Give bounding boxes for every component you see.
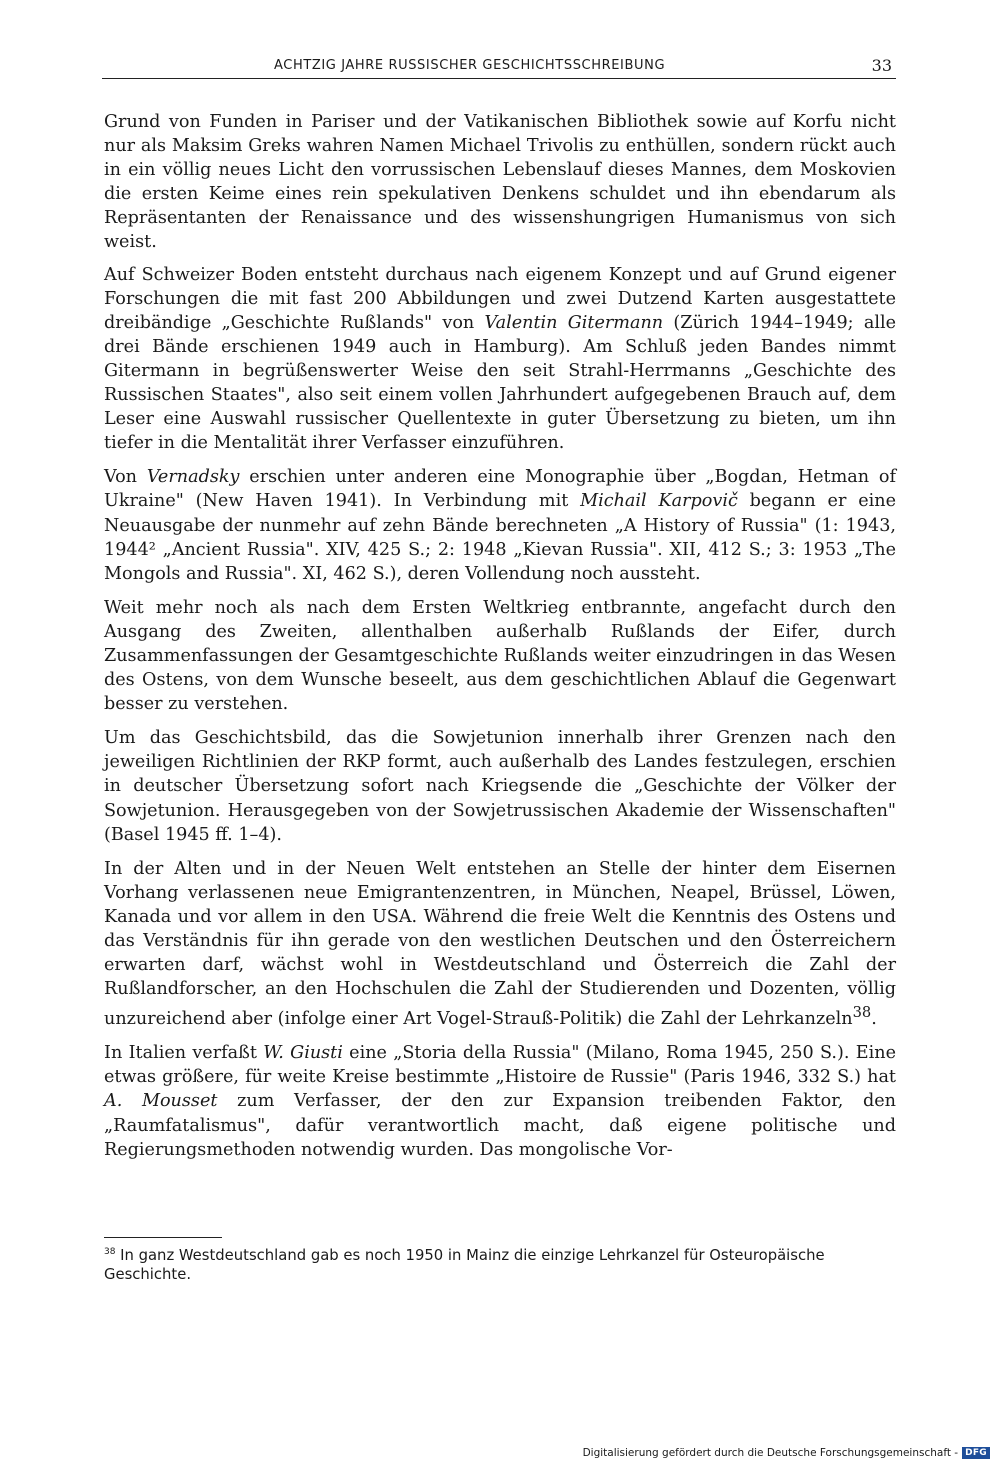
- running-head: ACHTZIG JAHRE RUSSISCHER GESCHICHTSSCHREIBUNG: [274, 58, 666, 73]
- footnote-divider: [104, 1237, 222, 1238]
- paragraph-4: Weit mehr noch als nach dem Ersten Weltkrieg entbrannte, angefacht durch den Ausgang des Zweiten, allenthalben außerhalb Rußlands der Eifer, durch Zusammenfassungen der Gesamtgeschichte Rußlands weiter einzudringen in das Wesen des Ostens, von dem Wunsche beseelt, aus dem geschichtlichen Ablauf die Gegenwart besser zu verstehen.: [104, 597, 896, 715]
- paragraph-1: Grund von Funden in Pariser und der Vatikanischen Bibliothek sowie auf Korfu nicht nur als Maksim Greks wahren Namen Michael Trivolis zu enthüllen, sondern rückt auch in ein völlig neues Licht den vorrussischen Lebenslauf dieses Mannes, dem Moskovien die ersten Keime eines rein spekulativen Denkens schuldet und ihn ebendarum als Repräsentanten der Renaissance und des wissenshungrigen Humanismus von sich weist.: [104, 112, 896, 253]
- author-name: Valentin Gitermann: [484, 312, 664, 333]
- page-number: 33: [871, 56, 892, 75]
- paragraph-5: Um das Geschichtsbild, das die Sowjetunion innerhalb ihrer Grenzen nach den jeweiligen Richtlinien der RKP formt, auch außerhalb des Landes festzulegen, erschien in deutscher Übersetzung sofort nach Kriegsende die „Geschichte der Völker der Sowjetunion. Herausgegeben von der Sowjetrussischen Akademie der Wissenschaften" (Basel 1945 ff. 1–4).: [104, 728, 896, 845]
- dfg-logo: DFG: [962, 1447, 990, 1459]
- paragraph-3: Von Vernadsky erschien unter anderen eine Monographie über „Bogdan, Hetman of Ukraine" (New Haven 1941). In Verbindung mit Michail Karpovič begann er eine Neuausgabe der nunmehr auf zehn Bände berechneten „A History of Russia" (1: 1943, 1944² „Ancient Russia". XIV, 425 S.; 2: 1948 „Kievan Russia". XII, 412 S.; 3: 1953 „The Mongols and Russia". XI, 462 S.), deren Vollendung noch aussteht.: [104, 467, 896, 584]
- footnote-reference[interactable]: 38: [852, 1004, 872, 1022]
- main-text: [104, 110, 896, 1172]
- author-name: W. Giusti: [263, 1043, 343, 1064]
- credit-text: Digitalisierung gefördert durch die Deutsche Forschungsgemeinschaft -: [582, 1447, 959, 1459]
- footnote: [104, 1243, 896, 1285]
- author-name: Vernadsky: [146, 467, 240, 488]
- page-header: [102, 56, 896, 79]
- paragraph-6: In der Alten und in der Neuen Welt entstehen an Stelle der hinter dem Eisernen Vorhang verlassenen neue Emigrantenzentren, in München, Neapel, Brüssel, Löwen, Kanada und vor allem in den USA. Während die freie Welt die Kenntnis des Ostens und das Verständnis für ihn gerade von den westlichen Deutschen und den Österreichern erwarten darf, wächst wohl in Westdeutschland und Österreich die Zahl der Rußlandforscher, an den Hochschulen die Zahl der Studierenden und Dozenten, völlig unzureichend aber (infolge einer Art Vogel-Strauß-Politik) die Zahl der Lehrkanzeln$^{38}$.: [104, 858, 896, 1030]
- footnote-text: In ganz Westdeutschland gab es noch 1950 in Mainz die einzige Lehrkanzel für Osteuropäische Geschichte.: [104, 1246, 825, 1284]
- footnote-number: 38: [104, 1247, 116, 1257]
- author-name: Michail Karpovič: [580, 491, 738, 512]
- digitization-credit: [583, 1447, 990, 1459]
- author-name: A. Mousset: [104, 1091, 218, 1112]
- paragraph-7: In Italien verfaßt W. Giusti eine „Storia della Russia" (Milano, Roma 1945, 250 S.). Eine etwas größere, für weite Kreise bestimmte „Histoire de Russie" (Paris 1946, 332 S.) hat A. Mousset zum Verfasser, der den zur Expansion treibenden Faktor, den „Raumfatalismus", dafür verantwortlich macht, daß eigene politische und Regierungsmethoden notwendig wurden. Das mongolische Vor-: [104, 1043, 896, 1160]
- paragraph-2: Auf Schweizer Boden entsteht durchaus nach eigenem Konzept und auf Grund eigener Forschungen die mit fast 200 Abbildungen und zwei Dutzend Karten ausgestattete dreibändige „Geschichte Rußlands" von Valentin Gitermann (Zürich 1944–1949; alle drei Bände erschienen 1949 auch in Hamburg). Am Schluß jeden Bandes nimmt Gitermann in begrüßenswerter Weise den seit Strahl-Herrmanns „Geschichte des Russischen Staates", also seit einem vollen Jahrhundert aufgegebenen Brauch auf, dem Leser eine Auswahl russischer Quellentexte in guter Übersetzung zu bieten, um ihn tiefer in die Mentalität ihrer Verfasser einzuführen.: [104, 264, 896, 454]
